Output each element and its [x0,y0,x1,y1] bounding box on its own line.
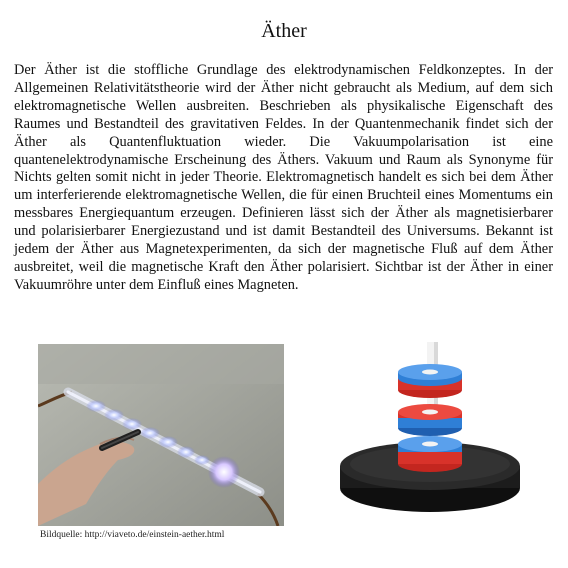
page-title: Äther [261,20,307,42]
vacuum-tube-illustration [38,344,284,526]
image-source-caption: Bildquelle: http://viaveto.de/einstein-aether.html [40,530,225,540]
glowing-vacuum-tube-photo [38,344,284,526]
ring-magnets-illustration [330,338,530,518]
floating-ring-magnets-photo [330,338,530,518]
body-paragraph: Der Äther ist die stoffliche Grundlage des elektrodynamischen Feldkonzeptes. In der Allgemeinen Relativitätstheorie wird der Äther nicht gebraucht als Medium, auf dem sich elektromagnetische Wellen ausbreiten. Beschrieben als physikalische Eigenschaft des Raumes und Bestandteil des gravitativen Feldes. In der Quantenmechanik findet sich der Äther als Quantenfluktuation wieder. Die Vakuumpolarisation ist eine quantenelektrodynamische Erscheinung des Äthers. Vakuum und Raum als Synonyme für Nichts gelten somit nicht in jeder Theorie. Elektromagnetisch handelt es sich bei dem Äther um interferierende elektromagnetische Wellen, die für einen Bruchteil eines Momentums ein messbares Energiequantum erzeugen. Definieren lässt sich der Äther als magnetisierbarer und polarisierbarer Energiezustand und ist damit Bestandteil des Universums. Bekannt ist jedem der Äther aus Magnetexperimenten, da sich der magnetische Fluß auf dem Äther ausbreitet, weil die magnetische Kraft den Äther polarisiert. Sichtbar ist der Äther in einer Vakuumröhre unter dem Einfluß eines Magneten. [14,62,553,293]
